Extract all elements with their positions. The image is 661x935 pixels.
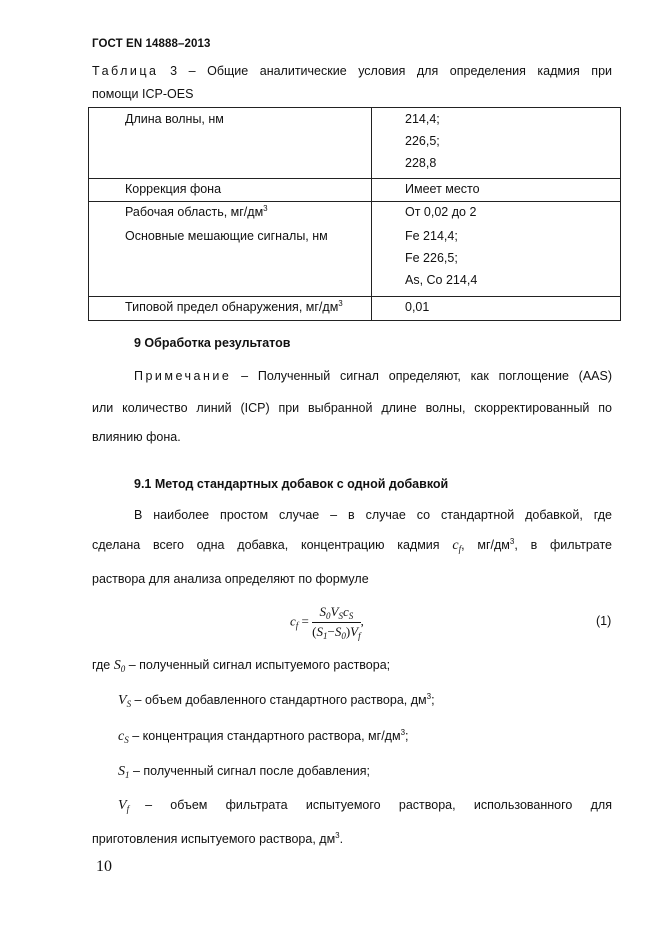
table-cell-value: Имеет место	[405, 182, 480, 196]
formula-fraction: $\frac{S_0V_Sc_S}{(S_1-S_0)V_f}$	[312, 604, 361, 641]
table-cell-param: Длина волны, нм	[125, 112, 224, 126]
table-cell-value: От 0,02 до 2	[405, 205, 477, 219]
table-cell-value: Fe 226,5;	[405, 251, 458, 265]
table-cell-param: Типовой предел обнаружения, $мг/дм^3$	[125, 299, 343, 314]
table-caption	[92, 64, 612, 78]
definition-line: приготовления испытуемого раствора, $дм^3$.	[92, 831, 344, 846]
table-column-divider	[371, 108, 372, 320]
formula: $c_f$ = $\frac{S_0V_Sc_S}{(S_1-S_0)V_f}$ ,	[290, 604, 364, 641]
table-cell-value: 214,4;	[405, 112, 440, 126]
table-cell-param: Рабочая область, $мг/дм^3$	[125, 204, 268, 219]
table-cell-param: Коррекция фона	[125, 182, 222, 196]
paragraph-line: раствора для анализа определяют по формуле	[92, 572, 369, 586]
note-line: влиянию фона.	[92, 430, 181, 444]
definition-line: где $S_0$ – полученный сигнал испытуемого раствора;	[92, 658, 391, 674]
definition-line: $S_1$ – полученный сигнал после добавления;	[118, 764, 371, 780]
table-caption-prefix: Таблица	[92, 64, 159, 78]
document-header: ГОСТ EN 14888–2013	[92, 38, 211, 50]
conditions-table	[88, 107, 621, 321]
note-line: или количество линий (ICP) при выбранной длине волны, скорректированный по	[92, 401, 612, 415]
table-cell-value: 0,01	[405, 300, 430, 314]
note-line: Примечание – Полученный сигнал определяют, как поглощение (AAS)	[134, 369, 612, 383]
paragraph-line: В наиболее простом случае – в случае со стандартной добавкой, где	[134, 508, 612, 522]
table-caption-number: 3	[170, 64, 178, 78]
definition-line: $V_f$ – объем фильтрата испытуемого раствора, использованного для	[118, 798, 612, 814]
table-caption-continued: помощи ICP-OES	[92, 87, 194, 101]
table-cell-param: Основные мешающие сигналы, нм	[125, 229, 328, 243]
note-label: Примечание	[134, 369, 232, 383]
definition-line: $c_S$ – концентрация стандартного раствора, $мг/дм^3$;	[118, 728, 409, 745]
section-heading: 9.1 Метод стандартных добавок с одной добавкой	[134, 477, 449, 491]
formula-number: (1)	[596, 614, 612, 628]
table-cell-value: 228,8	[405, 156, 437, 170]
table-caption-text: – Общие аналитические условия для определения кадмия при	[188, 64, 612, 78]
page-number: 10	[96, 858, 112, 875]
definition-line: $V_S$ – объем добавленного стандартного раствора, $дм^3$;	[118, 692, 435, 709]
table-cell-value: Fe 214,4;	[405, 229, 458, 243]
table-cell-value: As, Co 214,4	[405, 273, 478, 287]
paragraph-line: сделана всего одна добавка, концентрацию кадмия $c_f$, $мг/дм^3$, в фильтрате	[92, 537, 612, 554]
var-cf: $c_f$	[452, 538, 462, 554]
table-cell-value: 226,5;	[405, 134, 440, 148]
section-heading: 9 Обработка результатов	[134, 336, 291, 350]
